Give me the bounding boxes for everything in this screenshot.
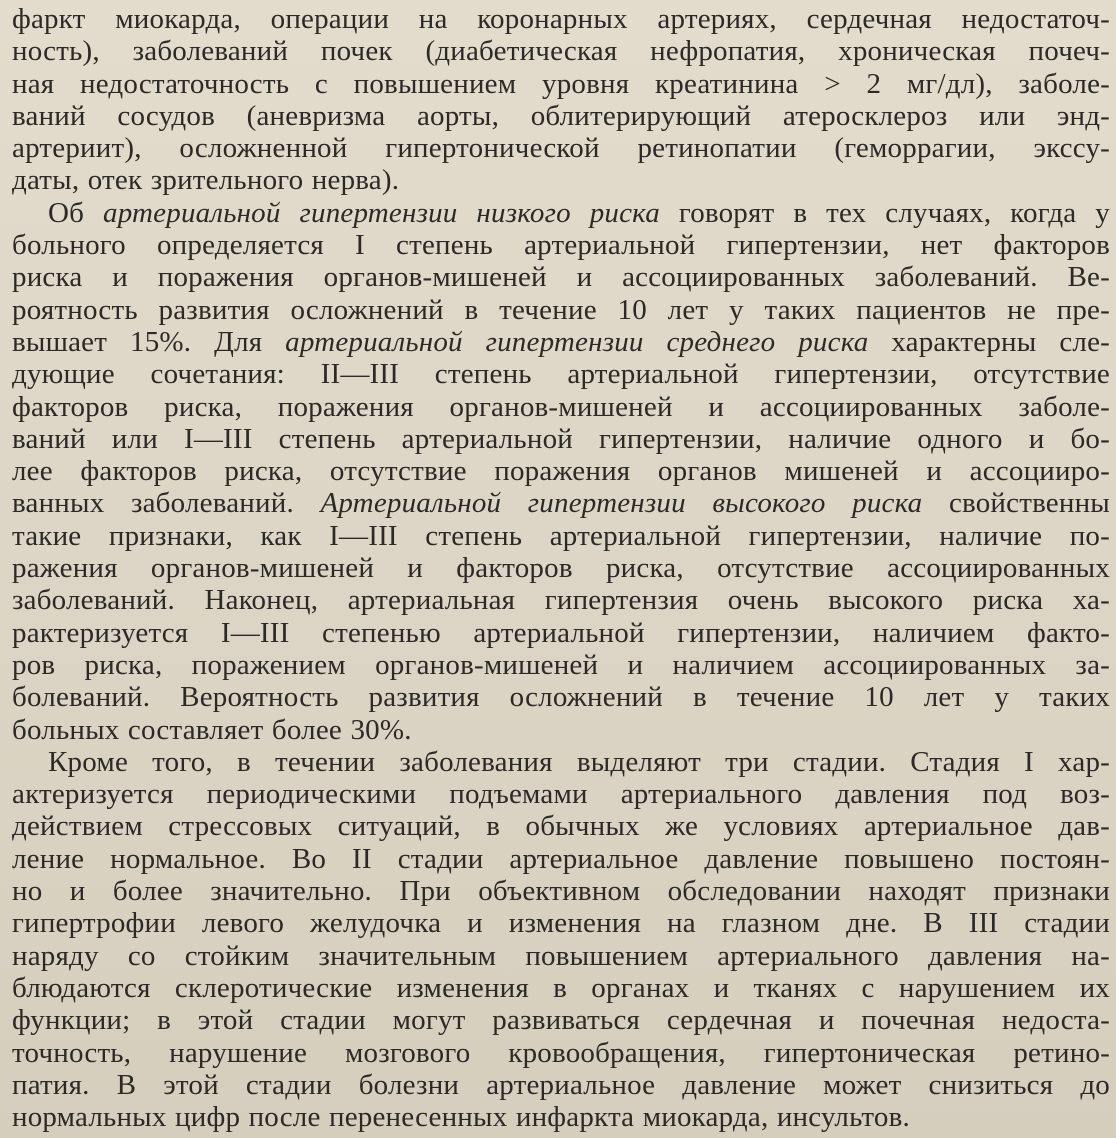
italic-term: артериальной гипертензии среднего риска (285, 325, 869, 358)
text-line: роятность развития осложнений в течение 10 лет у таких пациентов не пре- (12, 293, 1110, 326)
text-line: действием стрессовых ситуаций, в обычных же условиях артериальное дав- (12, 810, 1110, 843)
text-line: заболеваний. Наконец, артериальная гипертензия очень высокого риска ха- (12, 584, 1110, 617)
text-line (12, 197, 1110, 229)
text-line: блюдаются склеротические изменения в органах и тканях с нарушением их (12, 971, 1110, 1004)
text-segment: ванных заболеваний. (12, 487, 321, 520)
text-line: Кроме того, в течении заболевания выделяют три стадии. Стадия I хар- (48, 745, 1110, 778)
text-line (12, 487, 1110, 519)
text-segment: вышает 15%. Для (12, 325, 286, 358)
body-text (12, 3, 1110, 1133)
text-line: больных составляет более 30%. (12, 713, 412, 746)
text-line: фаркт миокарда, операции на коронарных артериях, сердечная недостаточ- (12, 3, 1110, 35)
text-line (12, 326, 1110, 358)
text-line: гипертрофии левого желудочка и изменения на глазном дне. В III стадии (12, 907, 1110, 940)
text-line: дующие сочетания: II—III степень артериальной гипертензии, отсутствие (12, 358, 1110, 391)
italic-term: Артериальной гипертензии высокого риска (320, 487, 923, 520)
text-line: точность, нарушение мозгового кровообращения, гипертоническая ретино- (12, 1036, 1110, 1069)
text-line: ров риска, поражением органов-мишеней и наличием ассоциированных за- (12, 648, 1110, 681)
text-line: функции; в этой стадии могут развиваться сердечная и почечная недоста- (12, 1004, 1110, 1037)
text-line: ваний или I—III степень артериальной гипертензии, наличие одного и бо- (12, 422, 1110, 455)
text-line: но и более значительно. При объективном обследовании находят признаки (12, 875, 1110, 908)
text-segment: свойственны (922, 487, 1110, 520)
text-line: наряду со стойким значительным повышением артериального давления на- (12, 939, 1110, 972)
text-line: патия. В этой стадии болезни артериальное давление может снизиться до (12, 1068, 1110, 1101)
text-segment: Об (48, 196, 104, 229)
text-line: актеризуется периодическими подъемами артериального давления под воз- (12, 778, 1110, 811)
text-line: ление нормальное. Во II стадии артериальное давление повышено постоян- (12, 842, 1110, 875)
text-line: факторов риска, поражения органов-мишеней и ассоциированных заболе- (12, 390, 1110, 423)
text-line: артериит), осложненной гипертонической ретинопатии (геморрагии, экссу- (12, 132, 1110, 165)
text-line: ная недостаточность с повышением уровня креатинина > 2 мг/дл), заболе- (12, 67, 1110, 100)
italic-term: артериальной гипертензии низкого риска (103, 196, 660, 229)
text-segment: говорят в тех случаях, когда у (659, 196, 1110, 229)
text-line: даты, отек зрительного нерва). (12, 164, 400, 197)
text-line: нормальных цифр после перенесенных инфаркта миокарда, инсультов. (12, 1101, 910, 1134)
text-line: риска и поражения органов-мишеней и ассоциированных заболеваний. Ве- (12, 261, 1110, 294)
text-line: ваний сосудов (аневризма аорты, облитерирующий атеросклероз или энд- (12, 99, 1110, 132)
text-line: больного определяется I степень артериальной гипертензии, нет факторов (12, 229, 1110, 262)
text-line: болеваний. Вероятность развития осложнений в течение 10 лет у таких (12, 681, 1110, 714)
text-line: ность), заболеваний почек (диабетическая нефропатия, хроническая почеч- (12, 35, 1110, 68)
text-line: такие признаки, как I—III степень артериальной гипертензии, наличие по- (12, 519, 1110, 552)
text-line: лее факторов риска, отсутствие поражения органов мишеней и ассоцииро- (12, 455, 1110, 488)
text-segment: характерны сле- (868, 325, 1110, 358)
text-line: ражения органов-мишеней и факторов риска, отсутствие ассоциированных (12, 552, 1110, 585)
text-line: рактеризуется I—III степенью артериальной гипертензии, наличием факто- (12, 616, 1110, 649)
